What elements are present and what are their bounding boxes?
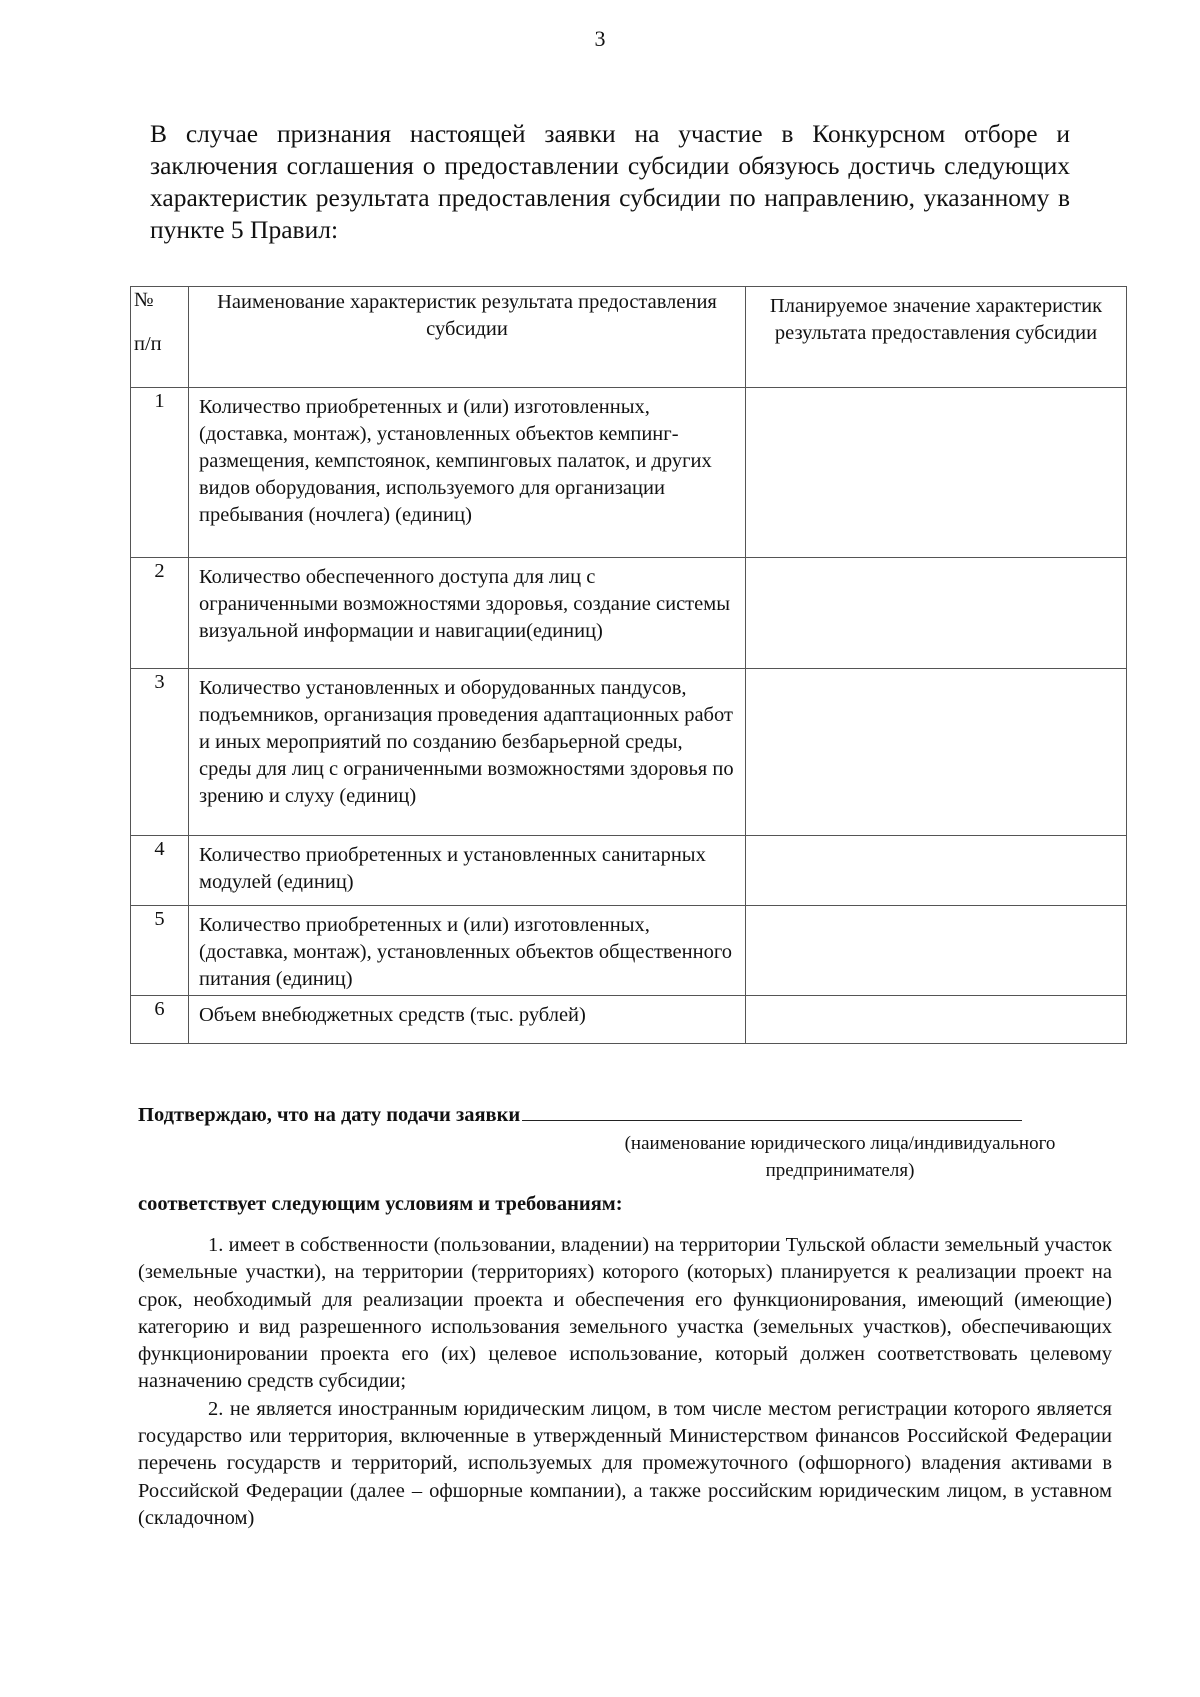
row-value (746, 836, 1127, 906)
row-num: 4 (131, 836, 189, 906)
confirm-label: Подтверждаю, что на дату подачи заявки (138, 1104, 521, 1126)
header-num-abbr: п/п (134, 333, 162, 355)
page-number: 3 (594, 26, 606, 51)
applicant-name-blank[interactable] (522, 1100, 1022, 1121)
row-name: Количество установленных и оборудованных пандусов, подъемников, организация проведения адаптационных работ и иных мероприятий по созданию безбарьерной среды, среды для лиц с ограниченными возможностями здоровья по зрению и слуху (единиц) (189, 669, 746, 836)
confirm-caption (560, 1130, 1120, 1184)
row-name: Количество приобретенных и (или) изготовленных, (доставка, монтаж), установленных объектов общественного питания (единиц) (189, 906, 746, 996)
table-header-row (131, 287, 1127, 388)
row-num: 5 (131, 906, 189, 996)
clauses-list (138, 1232, 1112, 1532)
header-name: Наименование характеристик результата предоставления субсидии (189, 287, 746, 388)
row-name: Количество приобретенных и (или) изготовленных, (доставка, монтаж), установленных объектов кемпинг- размещения, кемпстоянок, кемпинговых палаток, и других видов оборудования, используемого для организации пребывания (ночлега) (единиц) (189, 388, 746, 558)
table-row (131, 996, 1127, 1044)
row-name: Количество обеспеченного доступа для лиц с ограниченными возможностями здоровья, создание системы визуальной информации и навигации(единиц) (189, 558, 746, 669)
header-num-symbol: № (134, 289, 154, 311)
row-value (746, 388, 1127, 558)
intro-paragraph: В случае признания настоящей заявки на участие в Конкурсном отборе и заключения соглашения о предоставлении субсидии обязуюсь достичь следующих характеристик результата предоставления субсидии по направлению, указанному в пункте 5 Правил: (150, 119, 1070, 244)
clause-item: 1. имеет в собственности (пользовании, владении) на территории Тульской области земельный участок (земельные участки), на территории (территориях) которого (которых) планируется к реализации проект на срок, необходимый для реализации проекта и обеспечения его функционирования, имеющий (имеющие) категорию и вид разрешенного использования земельного участка (земельных участков), обеспечивающих функционировании проекта его (их) целевое использование, который должен соответствовать целевому назначению средств субсидии; (138, 1234, 1112, 1393)
row-value (746, 558, 1127, 669)
confirm-caption-line1: (наименование юридического лица/индивидуального (624, 1133, 1056, 1154)
table-row (131, 558, 1127, 669)
header-value: Планируемое значение характеристик результата предоставления субсидии (746, 287, 1127, 388)
row-name: Объем внебюджетных средств (тыс. рублей) (189, 996, 746, 1044)
conditions-heading: соответствует следующим условиям и требованиям: (138, 1193, 623, 1215)
confirm-caption-line2: предпринимателя) (765, 1160, 915, 1181)
row-value (746, 906, 1127, 996)
results-table (130, 286, 1127, 1044)
table-row (131, 669, 1127, 836)
confirm-line (138, 1100, 1022, 1127)
header-num (131, 287, 189, 388)
clause-item: 2. не является иностранным юридическим лицом, в том числе местом регистрации которого является государство или территория, включенные в утвержденный Министерством финансов Российской Федерации перечень государств и территорий, используемых для промежуточного (офшорного) владения активами в Российской Федерации (далее – офшорные компании), а также российским юридическим лицом, в уставном (складочном) (138, 1397, 1112, 1529)
table-row (131, 836, 1127, 906)
row-value (746, 669, 1127, 836)
row-num: 1 (131, 388, 189, 558)
row-name: Количество приобретенных и установленных санитарных модулей (единиц) (189, 836, 746, 906)
row-num: 2 (131, 558, 189, 669)
row-value (746, 996, 1127, 1044)
row-num: 6 (131, 996, 189, 1044)
table-row (131, 906, 1127, 996)
row-num: 3 (131, 669, 189, 836)
table-row (131, 388, 1127, 558)
